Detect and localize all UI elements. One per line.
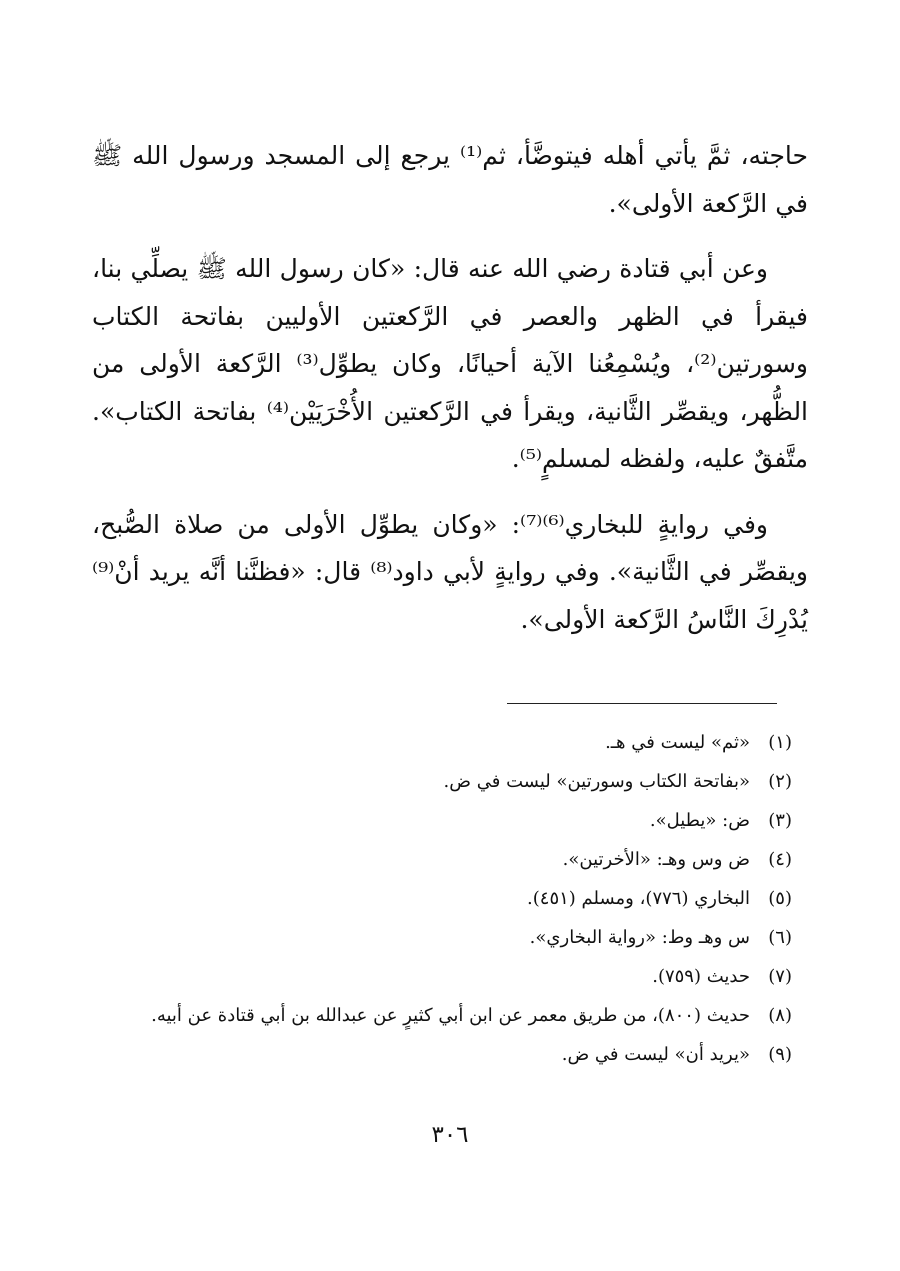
footnote bbox=[92, 1035, 792, 1074]
footnote-number: (٤) bbox=[768, 849, 792, 870]
paragraph-1: حاجته، ثمَّ يأتي أهله فيتوضَّأ، ثم⁽¹⁾ يرجع إلى المسجد ورسول الله ﷺ في الرَّكعة الأولى». bbox=[92, 141, 808, 218]
footnote bbox=[92, 918, 792, 957]
footnote-text: ض وس وهـ: «الأخرتين». bbox=[562, 849, 750, 870]
footnote-text: ض: «يطيل». bbox=[649, 810, 750, 831]
main-text bbox=[92, 132, 808, 661]
footnote bbox=[92, 801, 792, 840]
footnote-number: (٥) bbox=[768, 888, 792, 909]
footnote bbox=[92, 762, 792, 801]
footnote-number: (٣) bbox=[768, 810, 792, 831]
footnote bbox=[92, 840, 792, 879]
page-number: ٣٠٦ bbox=[431, 1122, 469, 1148]
footnote-text: «يريد أن» ليست في ض. bbox=[561, 1044, 750, 1065]
footnote bbox=[92, 996, 792, 1035]
footnote-text: «ثم» ليست في هـ. bbox=[605, 732, 750, 753]
footnote bbox=[92, 879, 792, 918]
footnote-text: البخاري (٧٧٦)، ومسلم (٤٥١). bbox=[527, 888, 750, 909]
footnote-number: (٢) bbox=[768, 771, 792, 792]
footnote-number: (٦) bbox=[768, 927, 792, 948]
footnote-number: (٧) bbox=[768, 966, 792, 987]
footnote-text: حديث (٧٥٩). bbox=[652, 966, 750, 987]
footnote-text: حديث (٨٠٠)، من طريق معمر عن ابن أبي كثيرٍ عن عبدالله بن أبي قتادة عن أبيه. bbox=[151, 1005, 750, 1026]
paragraph-2: وعن أبي قتادة رضي الله عنه قال: «كان رسول الله ﷺ يصلِّي بنا، فيقرأ في الظهر والعصر في الرَّكعتين الأوليين بفاتحة الكتاب وسورتين⁽²⁾، ويُسْمِعُنا الآية أحيانًا، وكان يطوِّل⁽³⁾ الرَّكعة الأولى من الظُّهر، ويقصِّر الثَّانية، ويقرأ في الرَّكعتين الأُخْرَيَيْن⁽⁴⁾ بفاتحة الكتاب». متَّفقٌ عليه، ولفظه لمسلمٍ⁽⁵⁾. bbox=[92, 254, 809, 473]
footnote bbox=[92, 957, 792, 996]
footnote-text: س وهـ وط: «رواية البخاري». bbox=[529, 927, 750, 948]
footnote bbox=[92, 723, 792, 762]
footnote-number: (٩) bbox=[768, 1044, 792, 1065]
footnote-number: (٨) bbox=[768, 1005, 792, 1026]
footnotes bbox=[92, 723, 792, 1074]
footnote-number: (١) bbox=[768, 732, 792, 753]
paragraph-3: وفي روايةٍ للبخاري⁽⁶⁾⁽⁷⁾: «وكان يطوِّل الأولى من صلاة الصُّبح، ويقصِّر في الثَّانية». وفي روايةٍ لأبي داود⁽⁸⁾ قال: «فظنَّنا أنَّه يريد أنْ⁽⁹⁾ يُدْرِكَ النَّاسُ الرَّكعة الأولى». bbox=[92, 509, 808, 634]
footnote-separator bbox=[507, 703, 777, 704]
footnote-text: «بفاتحة الكتاب وسورتين» ليست في ض. bbox=[443, 771, 750, 792]
